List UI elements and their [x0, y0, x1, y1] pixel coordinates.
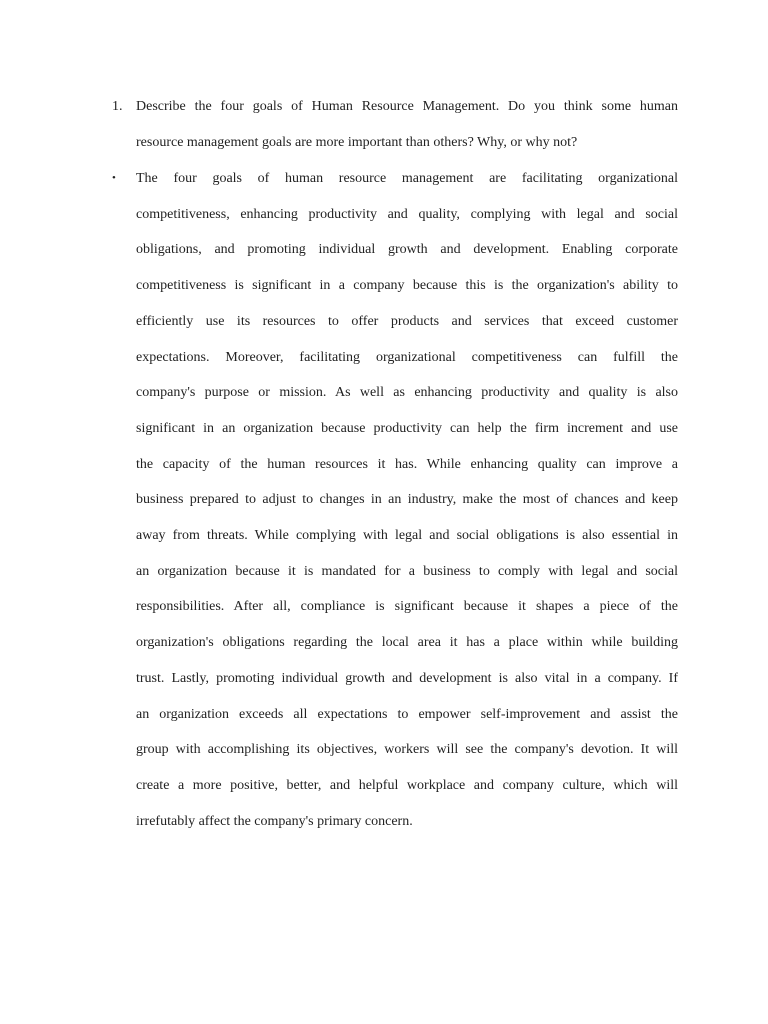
answer-item: [100, 161, 678, 839]
answer-line: efficiently use its resources to offer products and services that exceed customer: [136, 313, 678, 329]
answer-line: responsibilities. After all, compliance is significant because it shapes a piece of the: [136, 599, 678, 615]
question-line: Describe the four goals of Human Resource Management. Do you think some human: [136, 99, 678, 114]
answer-line: competitiveness is significant in a company because this is the organization's ability to: [136, 278, 678, 294]
answer-line: irrefutably affect the company's primary concern.: [136, 813, 413, 829]
answer-line: business prepared to adjust to changes in an industry, make the most of chances and keep: [136, 492, 678, 508]
answer-line: company's purpose or mission. As well as enhancing productivity and quality is also: [136, 385, 678, 401]
answer-line: competitiveness, enhancing productivity and quality, complying with legal and social: [136, 206, 678, 222]
answer-line: The four goals of human resource management are facilitating organizational: [136, 171, 678, 186]
question-item: [100, 89, 678, 160]
answer-line: an organization because it is mandated for a business to comply with legal and social: [136, 563, 678, 579]
answer-line: away from threats. While complying with legal and social obligations is also essential in: [136, 528, 678, 544]
question-text: [136, 89, 678, 160]
answer-line: obligations, and promoting individual growth and development. Enabling corporate: [136, 242, 678, 258]
question-line: resource management goals are more important than others? Why, or why not?: [136, 134, 578, 150]
answer-line: expectations. Moreover, facilitating organizational competitiveness can fulfill the: [136, 349, 678, 365]
answer-paragraph: [136, 161, 678, 839]
answer-line: organization's obligations regarding the local area it has a place within while building: [136, 635, 678, 651]
answer-line: an organization exceeds all expectations to empower self-improvement and assist the: [136, 706, 678, 722]
answer-line: trust. Lastly, promoting individual growth and development is also vital in a company. If: [136, 670, 678, 686]
bullet-icon: •: [112, 172, 116, 184]
answer-line: the capacity of the human resources it has. While enhancing quality can improve a: [136, 456, 678, 472]
answer-line: group with accomplishing its objectives, workers will see the company's devotion. It will: [136, 742, 678, 758]
answer-line: significant in an organization because productivity can help the firm increment and use: [136, 420, 678, 436]
question-number: 1.: [112, 99, 123, 114]
answer-line: create a more positive, better, and helpful workplace and company culture, which will: [136, 777, 678, 793]
